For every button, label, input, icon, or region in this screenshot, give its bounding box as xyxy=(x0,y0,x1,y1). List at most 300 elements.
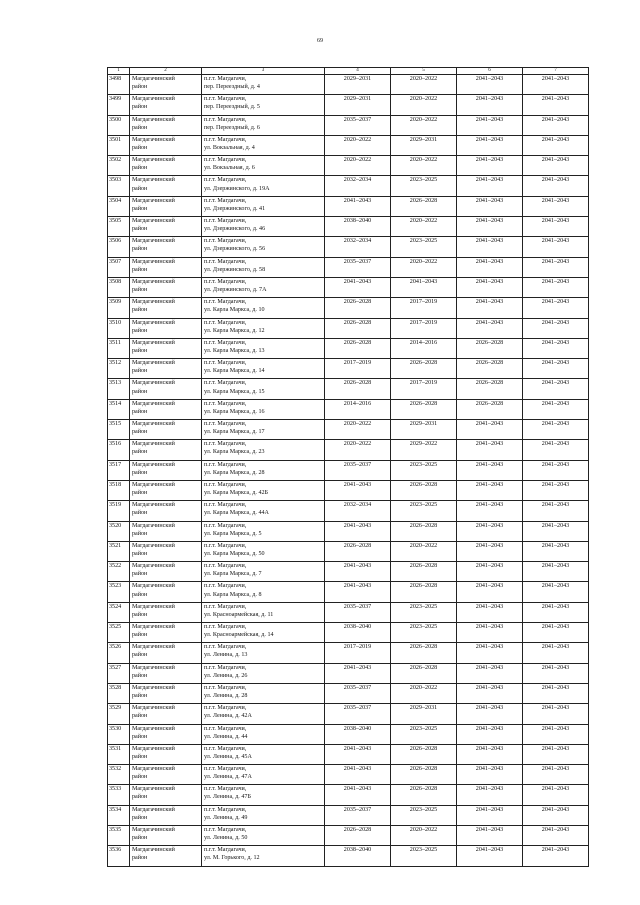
period-cell-col4 xyxy=(325,399,391,419)
table-row xyxy=(108,683,589,703)
table-row xyxy=(108,95,589,115)
period-value: 2023–2025 xyxy=(409,461,438,468)
period-value: 2023–2025 xyxy=(409,238,438,245)
period-cell-col6 xyxy=(457,744,523,764)
address-street: ул. Дзержинского, д. 58 xyxy=(204,266,266,273)
address-street: ул. Карла Маркса, д. 44А xyxy=(204,510,269,517)
district-suffix: район xyxy=(132,104,148,111)
row-number: 3522 xyxy=(109,563,122,570)
period-cell-col7 xyxy=(523,623,589,643)
district-cell xyxy=(130,825,202,845)
district-suffix: район xyxy=(132,347,148,354)
period-value: 2023–2025 xyxy=(409,603,438,610)
period-value: 2026–2028 xyxy=(343,319,372,326)
district-suffix: район xyxy=(132,774,148,781)
district-suffix: район xyxy=(132,266,148,273)
period-cell-col7 xyxy=(523,805,589,825)
period-cell-col6 xyxy=(457,582,523,602)
period-cell-col6 xyxy=(457,135,523,155)
period-cell-col6 xyxy=(457,156,523,176)
period-cell-col5 xyxy=(391,460,457,480)
address-street: ул. Ленина, д. 45А xyxy=(204,753,252,760)
period-value: 2029–2022 xyxy=(409,441,438,448)
address-settlement: п.г.т. Магдагачи, xyxy=(204,786,247,793)
address-street: ул. Дзержинского, д. 56 xyxy=(204,246,266,253)
address-cell xyxy=(202,480,325,500)
period-value: 2035–2037 xyxy=(343,258,372,265)
address-settlement: п.г.т. Магдагачи, xyxy=(204,563,247,570)
district-suffix: район xyxy=(132,611,148,618)
period-value: 2035–2037 xyxy=(343,806,372,813)
district-cell xyxy=(130,379,202,399)
period-cell-col5 xyxy=(391,399,457,419)
district-name: Магдагачинский xyxy=(132,299,175,306)
period-value: 2041–2043 xyxy=(475,745,504,752)
period-value: 2023–2025 xyxy=(409,725,438,732)
table-row xyxy=(108,846,589,866)
district-name: Магдагачинский xyxy=(132,806,175,813)
period-value: 2041–2043 xyxy=(475,806,504,813)
period-cell-col4 xyxy=(325,318,391,338)
period-value: 2026–2028 xyxy=(343,826,372,833)
period-cell-col4 xyxy=(325,582,391,602)
period-cell-col4 xyxy=(325,541,391,561)
address-cell xyxy=(202,338,325,358)
period-cell-col7 xyxy=(523,156,589,176)
address-cell xyxy=(202,135,325,155)
address-street: пер. Переездный, д. 6 xyxy=(204,124,260,131)
period-cell-col6 xyxy=(457,602,523,622)
period-cell-col6 xyxy=(457,460,523,480)
address-settlement: п.г.т. Магдагачи, xyxy=(204,157,247,164)
district-cell xyxy=(130,277,202,297)
table-row xyxy=(108,75,589,95)
row-number: 3532 xyxy=(109,766,122,773)
district-suffix: район xyxy=(132,226,148,233)
period-cell-col7 xyxy=(523,420,589,440)
period-value: 2020–2022 xyxy=(409,684,438,691)
district-name: Магдагачинский xyxy=(132,644,175,651)
address-settlement: п.г.т. Магдагачи, xyxy=(204,806,247,813)
row-number-cell xyxy=(108,562,130,582)
district-suffix: район xyxy=(132,571,148,578)
period-cell-col4 xyxy=(325,298,391,318)
district-name: Магдагачинский xyxy=(132,563,175,570)
table-row xyxy=(108,805,589,825)
period-value: 2041–2043 xyxy=(475,664,504,671)
period-value: 2041–2043 xyxy=(541,481,570,488)
period-value: 2041–2043 xyxy=(475,177,504,184)
period-cell-col7 xyxy=(523,785,589,805)
address-street: ул. Карла Маркса, д. 50 xyxy=(204,550,265,557)
address-settlement: п.г.т. Магдагачи, xyxy=(204,705,247,712)
period-cell-col4 xyxy=(325,359,391,379)
table-row xyxy=(108,724,589,744)
address-street: ул. Ленина, д. 44 xyxy=(204,733,248,740)
address-settlement: п.г.т. Магдагачи, xyxy=(204,400,247,407)
table-row xyxy=(108,663,589,683)
district-name: Магдагачинский xyxy=(132,826,175,833)
period-value: 2041–2043 xyxy=(475,826,504,833)
row-number: 3518 xyxy=(109,481,122,488)
period-cell-col7 xyxy=(523,724,589,744)
row-number: 3505 xyxy=(109,218,122,225)
period-value: 2032–2034 xyxy=(343,238,372,245)
period-cell-col7 xyxy=(523,501,589,521)
row-number-cell xyxy=(108,744,130,764)
address-street: ул. Ленина, д. 47А xyxy=(204,774,252,781)
period-value: 2041–2043 xyxy=(541,197,570,204)
period-value: 2026–2028 xyxy=(409,786,438,793)
period-value: 2026–2028 xyxy=(343,380,372,387)
address-cell xyxy=(202,298,325,318)
period-value: 2041–2043 xyxy=(541,441,570,448)
period-value: 2041–2043 xyxy=(475,278,504,285)
period-value: 2041–2043 xyxy=(541,238,570,245)
period-cell-col7 xyxy=(523,135,589,155)
address-cell xyxy=(202,501,325,521)
period-cell-col6 xyxy=(457,805,523,825)
period-cell-col4 xyxy=(325,825,391,845)
district-name: Магдагачинский xyxy=(132,360,175,367)
address-settlement: п.г.т. Магдагачи, xyxy=(204,116,247,123)
period-value: 2041–2043 xyxy=(475,218,504,225)
period-cell-col5 xyxy=(391,318,457,338)
row-number: 3520 xyxy=(109,522,122,529)
row-number: 3521 xyxy=(109,542,122,549)
period-value: 2041–2043 xyxy=(541,177,570,184)
district-suffix: район xyxy=(132,185,148,192)
period-cell-col7 xyxy=(523,643,589,663)
period-value: 2041–2043 xyxy=(475,786,504,793)
period-cell-col6 xyxy=(457,541,523,561)
table-row xyxy=(108,501,589,521)
period-value: 2026–2028 xyxy=(475,380,504,387)
period-value: 2041–2043 xyxy=(541,786,570,793)
address-settlement: п.г.т. Магдагачи, xyxy=(204,624,247,631)
address-street: ул. Карла Маркса, д. 42Б xyxy=(204,490,269,497)
district-cell xyxy=(130,805,202,825)
address-cell xyxy=(202,602,325,622)
table-row xyxy=(108,176,589,196)
district-cell xyxy=(130,501,202,521)
period-value: 2041–2043 xyxy=(541,96,570,103)
period-cell-col5 xyxy=(391,785,457,805)
period-value: 2020–2022 xyxy=(343,136,372,143)
period-value: 2017–2019 xyxy=(409,319,438,326)
district-name: Магдагачинский xyxy=(132,177,175,184)
period-cell-col5 xyxy=(391,846,457,866)
period-cell-col4 xyxy=(325,135,391,155)
period-cell-col4 xyxy=(325,379,391,399)
row-number-cell xyxy=(108,399,130,419)
row-number: 3514 xyxy=(109,400,122,407)
period-value: 2041–2043 xyxy=(541,522,570,529)
address-settlement: п.г.т. Магдагачи, xyxy=(204,421,247,428)
period-value: 2041–2043 xyxy=(343,563,372,570)
district-suffix: район xyxy=(132,490,148,497)
period-cell-col5 xyxy=(391,643,457,663)
period-value: 2017–2019 xyxy=(343,360,372,367)
address-street: ул. М. Горького, д. 12 xyxy=(204,855,260,862)
district-cell xyxy=(130,562,202,582)
period-value: 2026–2028 xyxy=(409,644,438,651)
address-street: ул. Дзержинского, д. 19А xyxy=(204,185,270,192)
column-header: 4 xyxy=(325,68,391,75)
row-number-cell xyxy=(108,521,130,541)
row-number-cell xyxy=(108,75,130,95)
district-suffix: район xyxy=(132,652,148,659)
row-number: 3523 xyxy=(109,583,122,590)
table-row xyxy=(108,196,589,216)
period-value: 2041–2043 xyxy=(541,624,570,631)
address-settlement: п.г.т. Магдагачи, xyxy=(204,197,247,204)
period-value: 2020–2022 xyxy=(409,116,438,123)
row-number-cell xyxy=(108,318,130,338)
district-suffix: район xyxy=(132,469,148,476)
period-value: 2020–2022 xyxy=(343,441,372,448)
address-cell xyxy=(202,217,325,237)
address-cell xyxy=(202,420,325,440)
period-cell-col5 xyxy=(391,156,457,176)
period-cell-col4 xyxy=(325,683,391,703)
address-street: ул. Карла Маркса, д. 13 xyxy=(204,347,265,354)
period-cell-col5 xyxy=(391,582,457,602)
period-value: 2041–2043 xyxy=(541,421,570,428)
table-row xyxy=(108,460,589,480)
district-cell xyxy=(130,257,202,277)
district-cell xyxy=(130,156,202,176)
period-cell-col6 xyxy=(457,176,523,196)
address-cell xyxy=(202,75,325,95)
period-value: 2041–2043 xyxy=(343,786,372,793)
row-number-cell xyxy=(108,338,130,358)
address-settlement: п.г.т. Магдагачи, xyxy=(204,725,247,732)
period-cell-col5 xyxy=(391,75,457,95)
row-number-cell xyxy=(108,217,130,237)
address-settlement: п.г.т. Магдагачи, xyxy=(204,481,247,488)
address-street: ул. Ленина, д. 42А xyxy=(204,713,252,720)
period-value: 2041–2043 xyxy=(541,502,570,509)
table-row xyxy=(108,704,589,724)
period-cell-col4 xyxy=(325,724,391,744)
district-suffix: район xyxy=(132,733,148,740)
row-number: 3513 xyxy=(109,380,122,387)
column-header: 6 xyxy=(457,68,523,75)
district-cell xyxy=(130,521,202,541)
period-cell-col7 xyxy=(523,277,589,297)
period-cell-col4 xyxy=(325,562,391,582)
row-number-cell xyxy=(108,115,130,135)
period-value: 2041–2043 xyxy=(541,766,570,773)
address-cell xyxy=(202,521,325,541)
period-value: 2041–2043 xyxy=(475,197,504,204)
period-cell-col7 xyxy=(523,582,589,602)
period-cell-col4 xyxy=(325,176,391,196)
district-suffix: район xyxy=(132,449,148,456)
address-settlement: п.г.т. Магдагачи, xyxy=(204,542,247,549)
period-cell-col7 xyxy=(523,176,589,196)
period-cell-col5 xyxy=(391,217,457,237)
district-cell xyxy=(130,683,202,703)
address-settlement: п.г.т. Магдагачи, xyxy=(204,583,247,590)
table-row xyxy=(108,562,589,582)
address-cell xyxy=(202,805,325,825)
period-value: 2035–2037 xyxy=(343,684,372,691)
period-cell-col5 xyxy=(391,825,457,845)
address-street: ул. Красноармейская, д. 14 xyxy=(204,632,274,639)
address-street: ул. Карла Маркса, д. 16 xyxy=(204,408,265,415)
district-suffix: район xyxy=(132,144,148,151)
row-number-cell xyxy=(108,257,130,277)
district-cell xyxy=(130,237,202,257)
period-cell-col4 xyxy=(325,785,391,805)
period-value: 2041–2043 xyxy=(541,644,570,651)
address-settlement: п.г.т. Магдагачи, xyxy=(204,380,247,387)
period-value: 2041–2043 xyxy=(475,258,504,265)
period-value: 2026–2028 xyxy=(409,481,438,488)
row-number-cell xyxy=(108,237,130,257)
row-number-cell xyxy=(108,460,130,480)
period-value: 2041–2043 xyxy=(541,806,570,813)
page-number: 69 xyxy=(317,38,323,44)
row-number-cell xyxy=(108,724,130,744)
period-cell-col4 xyxy=(325,217,391,237)
period-value: 2041–2043 xyxy=(541,603,570,610)
row-number-cell xyxy=(108,420,130,440)
address-street: ул. Дзержинского, д. 41 xyxy=(204,205,266,212)
row-number: 3531 xyxy=(109,745,122,752)
period-cell-col6 xyxy=(457,298,523,318)
period-cell-col7 xyxy=(523,704,589,724)
district-name: Магдагачинский xyxy=(132,238,175,245)
period-cell-col6 xyxy=(457,846,523,866)
address-cell xyxy=(202,359,325,379)
period-cell-col6 xyxy=(457,379,523,399)
period-value: 2026–2028 xyxy=(409,197,438,204)
period-value: 2023–2025 xyxy=(409,502,438,509)
table-row xyxy=(108,480,589,500)
address-street: ул. Вокзальная, д. 4 xyxy=(204,144,255,151)
district-name: Магдагачинский xyxy=(132,502,175,509)
period-cell-col6 xyxy=(457,257,523,277)
period-cell-col4 xyxy=(325,501,391,521)
table-row xyxy=(108,440,589,460)
address-street: ул. Ленина, д. 13 xyxy=(204,652,248,659)
district-name: Магдагачинский xyxy=(132,583,175,590)
period-cell-col6 xyxy=(457,217,523,237)
row-number-cell xyxy=(108,805,130,825)
table-row xyxy=(108,298,589,318)
row-number: 3500 xyxy=(109,116,122,123)
district-suffix: район xyxy=(132,327,148,334)
period-value: 2041–2043 xyxy=(475,299,504,306)
row-number-cell xyxy=(108,846,130,866)
address-settlement: п.г.т. Магдагачи, xyxy=(204,96,247,103)
period-value: 2026–2028 xyxy=(475,339,504,346)
period-value: 2038–2040 xyxy=(343,218,372,225)
row-number-cell xyxy=(108,176,130,196)
period-cell-col7 xyxy=(523,440,589,460)
period-cell-col4 xyxy=(325,704,391,724)
address-street: ул. Карла Маркса, д. 17 xyxy=(204,429,265,436)
period-cell-col6 xyxy=(457,643,523,663)
address-settlement: п.г.т. Магдагачи, xyxy=(204,278,247,285)
period-cell-col7 xyxy=(523,460,589,480)
period-value: 2041–2043 xyxy=(475,563,504,570)
period-value: 2041–2043 xyxy=(475,705,504,712)
district-suffix: район xyxy=(132,794,148,801)
district-name: Магдагачинский xyxy=(132,218,175,225)
period-cell-col4 xyxy=(325,765,391,785)
period-value: 2041–2043 xyxy=(475,136,504,143)
district-suffix: район xyxy=(132,205,148,212)
period-value: 2041–2043 xyxy=(541,400,570,407)
period-value: 2041–2043 xyxy=(541,116,570,123)
table-row xyxy=(108,257,589,277)
district-suffix: район xyxy=(132,550,148,557)
district-suffix: район xyxy=(132,753,148,760)
address-street: ул. Карла Маркса, д. 14 xyxy=(204,368,265,375)
period-cell-col6 xyxy=(457,785,523,805)
period-cell-col7 xyxy=(523,115,589,135)
period-cell-col5 xyxy=(391,359,457,379)
period-value: 2038–2040 xyxy=(343,725,372,732)
address-cell xyxy=(202,582,325,602)
period-cell-col7 xyxy=(523,765,589,785)
period-cell-col4 xyxy=(325,521,391,541)
period-cell-col7 xyxy=(523,379,589,399)
row-number: 3528 xyxy=(109,684,122,691)
period-value: 2020–2022 xyxy=(343,157,372,164)
column-header: 1 xyxy=(108,68,130,75)
address-cell xyxy=(202,399,325,419)
district-name: Магдагачинский xyxy=(132,603,175,610)
address-cell xyxy=(202,257,325,277)
period-cell-col7 xyxy=(523,318,589,338)
row-number-cell xyxy=(108,643,130,663)
table-row xyxy=(108,541,589,561)
period-value: 2026–2028 xyxy=(409,583,438,590)
period-cell-col4 xyxy=(325,805,391,825)
table-row xyxy=(108,379,589,399)
address-cell xyxy=(202,196,325,216)
district-cell xyxy=(130,440,202,460)
period-value: 2041–2043 xyxy=(541,664,570,671)
table-row xyxy=(108,744,589,764)
table-row xyxy=(108,602,589,622)
period-value: 2041–2043 xyxy=(541,278,570,285)
period-cell-col5 xyxy=(391,724,457,744)
period-cell-col6 xyxy=(457,420,523,440)
period-cell-col6 xyxy=(457,683,523,703)
period-cell-col7 xyxy=(523,237,589,257)
period-cell-col4 xyxy=(325,460,391,480)
period-value: 2041–2043 xyxy=(541,725,570,732)
period-value: 2041–2043 xyxy=(475,157,504,164)
row-number-cell xyxy=(108,196,130,216)
period-value: 2023–2025 xyxy=(409,806,438,813)
row-number: 3519 xyxy=(109,502,122,509)
district-suffix: район xyxy=(132,814,148,821)
table-row xyxy=(108,623,589,643)
row-number-cell xyxy=(108,156,130,176)
address-cell xyxy=(202,460,325,480)
address-cell xyxy=(202,643,325,663)
row-number: 3502 xyxy=(109,157,122,164)
period-cell-col7 xyxy=(523,95,589,115)
table-row xyxy=(108,217,589,237)
